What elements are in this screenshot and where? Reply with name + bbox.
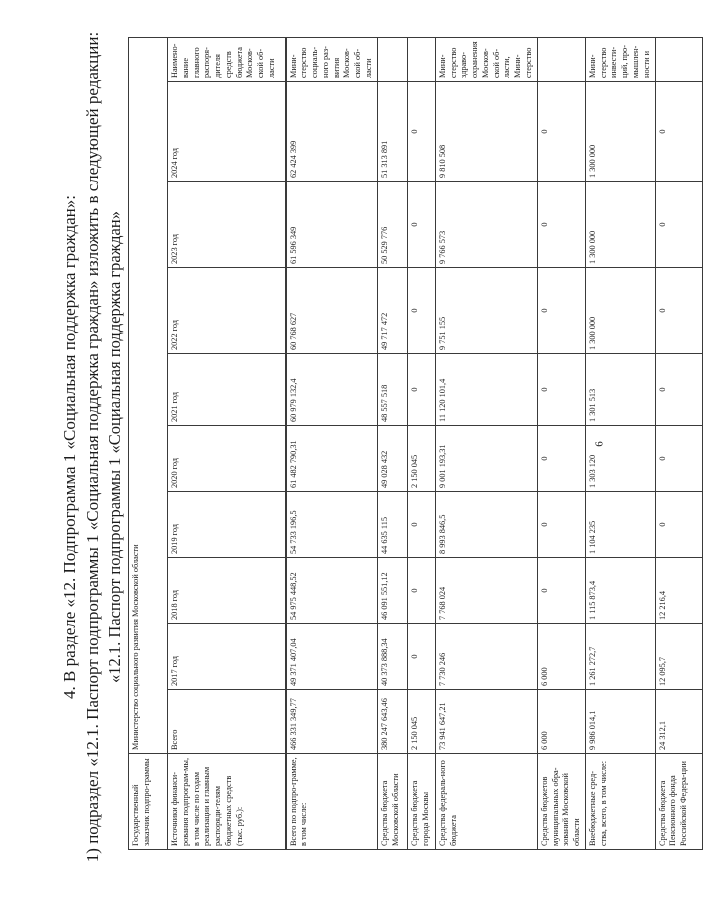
value-cell: 61 596 349	[286, 182, 378, 268]
header-cell: 2023 год	[168, 182, 286, 268]
value-cell: 8 993 846,5	[435, 492, 537, 558]
passport-title: «12.1. Паспорт подпрограммы 1 «Социальная поддержка граждан»	[105, 211, 124, 683]
value-cell: 1 300 000	[585, 82, 655, 182]
value-cell: 0	[655, 82, 702, 182]
value-cell: 0	[655, 492, 702, 558]
row-label: Средства бюджета Московской области	[377, 754, 407, 850]
value-cell: 0	[537, 354, 585, 426]
value-cell: 0	[407, 492, 435, 558]
administrator-cell: Мини-стерство социаль-ного раз-вития Москов-ской об-ласти	[286, 37, 378, 81]
value-cell: 0	[537, 426, 585, 492]
value-cell: 9 810 508	[435, 82, 537, 182]
value-cell: 49 717 472	[377, 268, 407, 354]
value-cell: 51 313 891	[377, 82, 407, 182]
value-cell: 0	[407, 82, 435, 182]
header-cell: 2019 год	[168, 492, 286, 558]
header-cell-administrator: Наимено-вание главного распоря-дителя средств бюджета Москов-ской об-ласти	[168, 37, 286, 81]
value-cell: 466 331 349,77	[286, 690, 378, 754]
row-label: Всего по подпро-грамме, в том числе:	[286, 754, 378, 850]
header-cell: 2022 год	[168, 268, 286, 354]
customer-row	[129, 37, 168, 849]
value-cell: 11 120 101,4	[435, 354, 537, 426]
value-cell: 1 301 513	[585, 354, 655, 426]
value-cell: 49 028 432	[377, 426, 407, 492]
value-cell: 380 247 643,46	[377, 690, 407, 754]
value-cell: 2 150 045	[407, 426, 435, 492]
value-cell: 54 975 448,52	[286, 558, 378, 624]
table-row	[537, 37, 585, 849]
table-row	[286, 37, 378, 849]
value-cell: 48 557 518	[377, 354, 407, 426]
value-cell: 0	[537, 268, 585, 354]
customer-value: Министерство социального развития Московской области	[129, 37, 168, 753]
value-cell: 0	[537, 182, 585, 268]
value-cell: 73 941 647,21	[435, 690, 537, 754]
value-cell: 60 979 132,4	[286, 354, 378, 426]
value-cell: 1 300 000	[585, 182, 655, 268]
value-cell: 1 104 235	[585, 492, 655, 558]
value-cell: 49 371 407,04	[286, 624, 378, 690]
value-cell: 6 000	[537, 624, 585, 690]
value-cell: 24 312,1	[655, 690, 702, 754]
administrator-cell: Мини-стерство инвести-ций, про-мышлен-ности и	[585, 37, 655, 81]
header-cell: Всего	[168, 690, 286, 754]
header-cell: 2018 год	[168, 558, 286, 624]
value-cell: 54 733 196,5	[286, 492, 378, 558]
value-cell: 1 261 272,7	[585, 624, 655, 690]
header-cell: 2017 год	[168, 624, 286, 690]
value-cell: 60 768 627	[286, 268, 378, 354]
value-cell: 12 095,7	[655, 624, 702, 690]
value-cell: 2 150 045	[407, 690, 435, 754]
value-cell: 0	[537, 82, 585, 182]
table-row	[377, 37, 407, 849]
value-cell: 1 115 873,4	[585, 558, 655, 624]
administrator-cell	[377, 37, 407, 81]
table-row	[435, 37, 537, 849]
value-cell: 6 000	[537, 690, 585, 754]
value-cell: 9 986 014,1	[585, 690, 655, 754]
value-cell: 50 529 776	[377, 182, 407, 268]
table-row	[407, 37, 435, 849]
value-cell: 1 303 120	[585, 426, 655, 492]
value-cell: 61 482 790,31	[286, 426, 378, 492]
table-row	[655, 37, 702, 849]
value-cell: 0	[407, 558, 435, 624]
value-cell: 7 730 246	[435, 624, 537, 690]
value-cell: 0	[655, 426, 702, 492]
page-number: 6	[593, 441, 606, 447]
value-cell: 1 300 000	[585, 268, 655, 354]
row-label: Средства бюджета Пенсионного фонда Российской Федера-ции	[655, 754, 702, 850]
administrator-cell	[407, 37, 435, 81]
sources-label: Источники финанси-рования подпрограм-мы, в том числе по годам реализации и главным распоряди-телям бюджетных средств (тыс. руб.):	[168, 754, 286, 850]
value-cell: 0	[407, 268, 435, 354]
value-cell: 40 373 888,34	[377, 624, 407, 690]
administrator-cell	[537, 37, 585, 81]
value-cell: 44 635 115	[377, 492, 407, 558]
header-cell: 2021 год	[168, 354, 286, 426]
administrator-cell	[655, 37, 702, 81]
value-cell: 0	[537, 558, 585, 624]
customer-label: Государственный заказчик подпро-граммы	[129, 754, 168, 850]
table-row	[585, 37, 655, 849]
value-cell: 7 768 024	[435, 558, 537, 624]
value-cell: 12 216,4	[655, 558, 702, 624]
administrator-cell: Мини-стерство здраво-охранения Москов-ской об-ласти, Мини-стерство	[435, 37, 537, 81]
value-cell: 0	[537, 492, 585, 558]
value-cell: 0	[655, 268, 702, 354]
subprogram-passport-table	[128, 37, 703, 850]
value-cell: 62 424 399	[286, 82, 378, 182]
value-cell: 46 091 551,12	[377, 558, 407, 624]
value-cell: 9 001 193,31	[435, 426, 537, 492]
value-cell: 0	[407, 354, 435, 426]
header-cell: 2024 год	[168, 82, 286, 182]
section-heading: 4. В разделе «12. Подпрограмма 1 «Социальная поддержка граждан»:	[60, 195, 79, 699]
header-cell: 2020 год	[168, 426, 286, 492]
value-cell: 9 766 573	[435, 182, 537, 268]
value-cell: 9 751 155	[435, 268, 537, 354]
header-row	[168, 37, 286, 849]
value-cell: 0	[407, 624, 435, 690]
value-cell: 0	[655, 182, 702, 268]
row-label: Внебюджетные сред-ства, всего, в том числе:	[585, 754, 655, 850]
row-label: Средства бюджета города Москвы	[407, 754, 435, 850]
value-cell: 0	[407, 182, 435, 268]
rotated-page-content	[0, 22, 689, 872]
value-cell: 0	[655, 354, 702, 426]
row-label: Средства бюджетов муниципальных обра-зований Московской области	[537, 754, 585, 850]
subsection-heading: 1) подраздел «12.1. Паспорт подпрограммы 1 «Социальная поддержка граждан» изложить в следующей редакции:	[83, 31, 102, 863]
row-label: Средства федераль-ного бюджета	[435, 754, 537, 850]
